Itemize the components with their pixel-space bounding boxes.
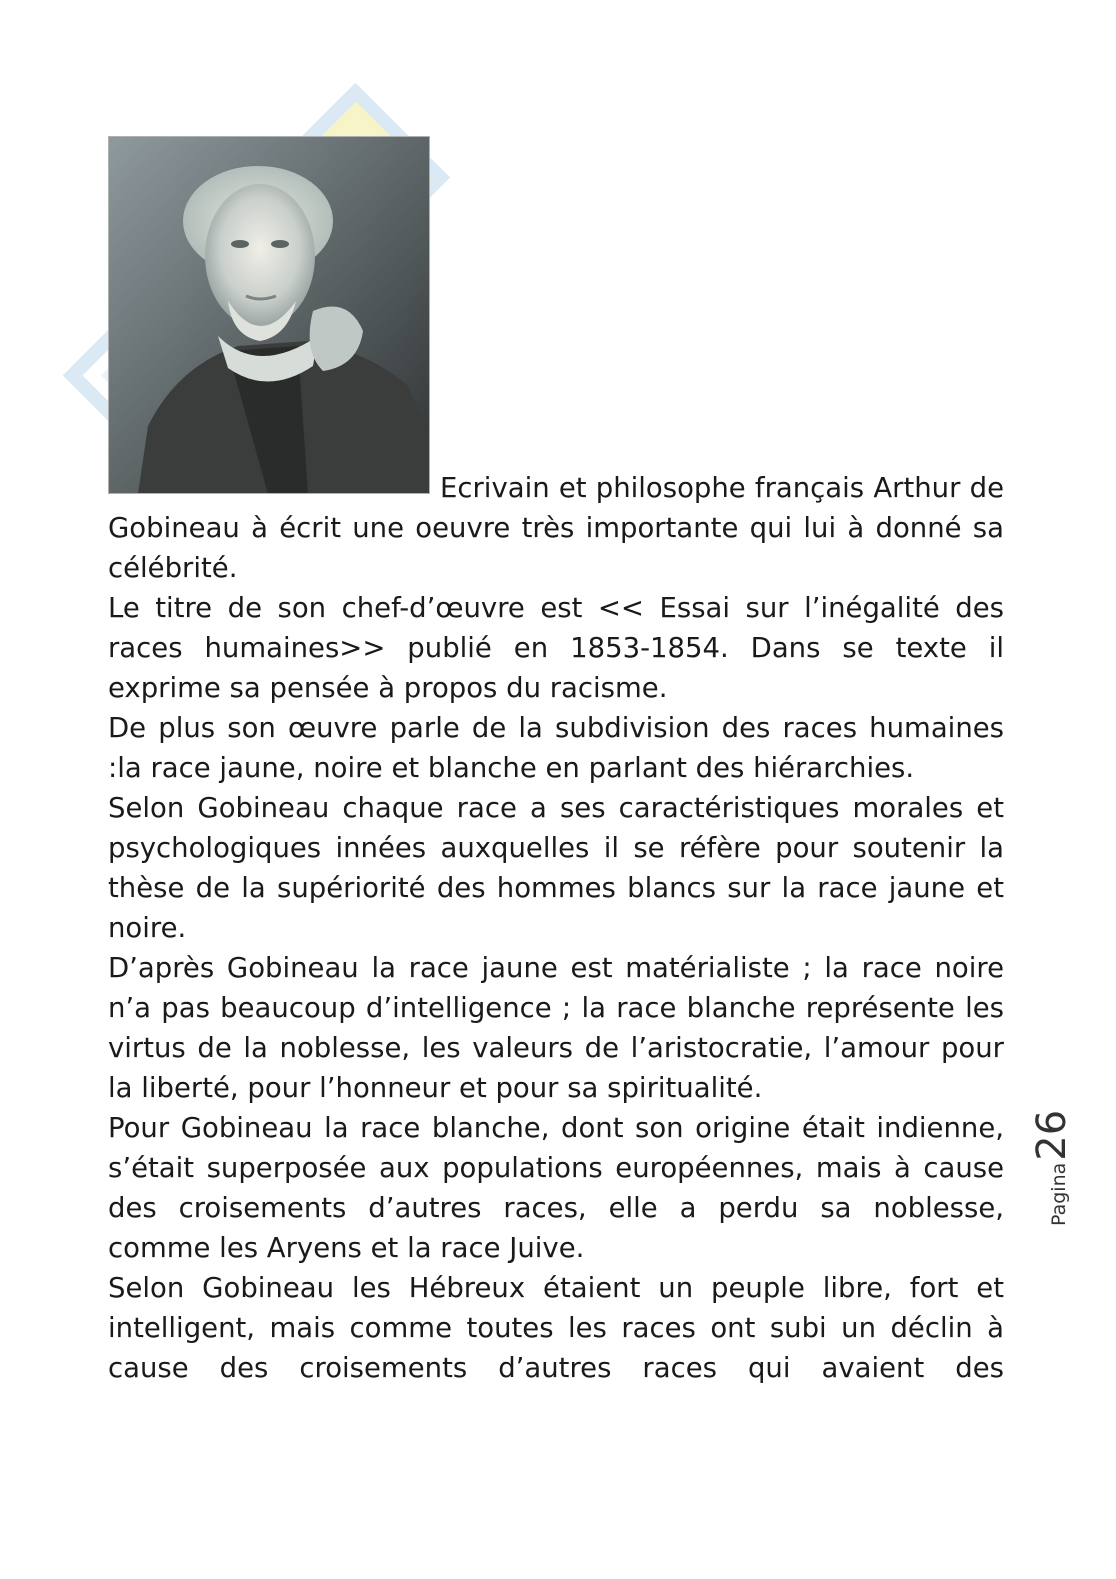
body-text (108, 136, 1004, 1388)
portrait-eye-right (271, 240, 289, 248)
portrait-photo (108, 136, 430, 494)
portrait-image (108, 136, 430, 494)
page-label: Pagina (1048, 1162, 1070, 1226)
page-number: 26 (1029, 1109, 1075, 1161)
page-footer-rotated (1029, 1096, 1075, 1226)
paragraph-3: De plus son œuvre parle de la subdivision des races humaines :la race jaune, noire et blanche en parlant des hiérarchies. (108, 712, 1004, 784)
portrait-face (205, 184, 315, 328)
paragraph-4: Selon Gobineau chaque race a ses caractéristiques morales et psychologiques innées auxquelles il se réfère pour soutenir la thèse de la supériorité des hommes blancs sur la race jaune et noire. (108, 792, 1004, 944)
paragraph-1: Ecrivain et philosophe français Arthur de Gobineau à écrit une oeuvre très importante qui lui à donné sa célébrité. (108, 472, 1004, 584)
paragraph-7: Selon Gobineau les Hébreux étaient un peuple libre, fort et intelligent, mais comme toutes les races ont subi un déclin à cause des croisements d’autres races qui avaient des (108, 1272, 1004, 1384)
paragraph-6: Pour Gobineau la race blanche, dont son origine était indienne, s’était superposée aux populations européennes, mais à cause des croisements d’autres races, elle a perdu sa noblesse, comme les Aryens et la race Juive. (108, 1112, 1004, 1264)
paragraph-5: D’après Gobineau la race jaune est matérialiste ; la race noire n’a pas beaucoup d’intelligence ; la race blanche représente les virtus de la noblesse, les valeurs de l’aristocratie, l’amour pour la liberté, pour l’honneur et pour sa spiritualité. (108, 952, 1004, 1104)
paragraph-2: Le titre de son chef-d’œuvre est << Essai sur l’inégalité des races humaines>> publié en 1853-1854. Dans se texte il exprime sa pensée à propos du racisme. (108, 592, 1004, 704)
portrait-eye-left (231, 240, 249, 248)
page-footer (1029, 1096, 1075, 1226)
